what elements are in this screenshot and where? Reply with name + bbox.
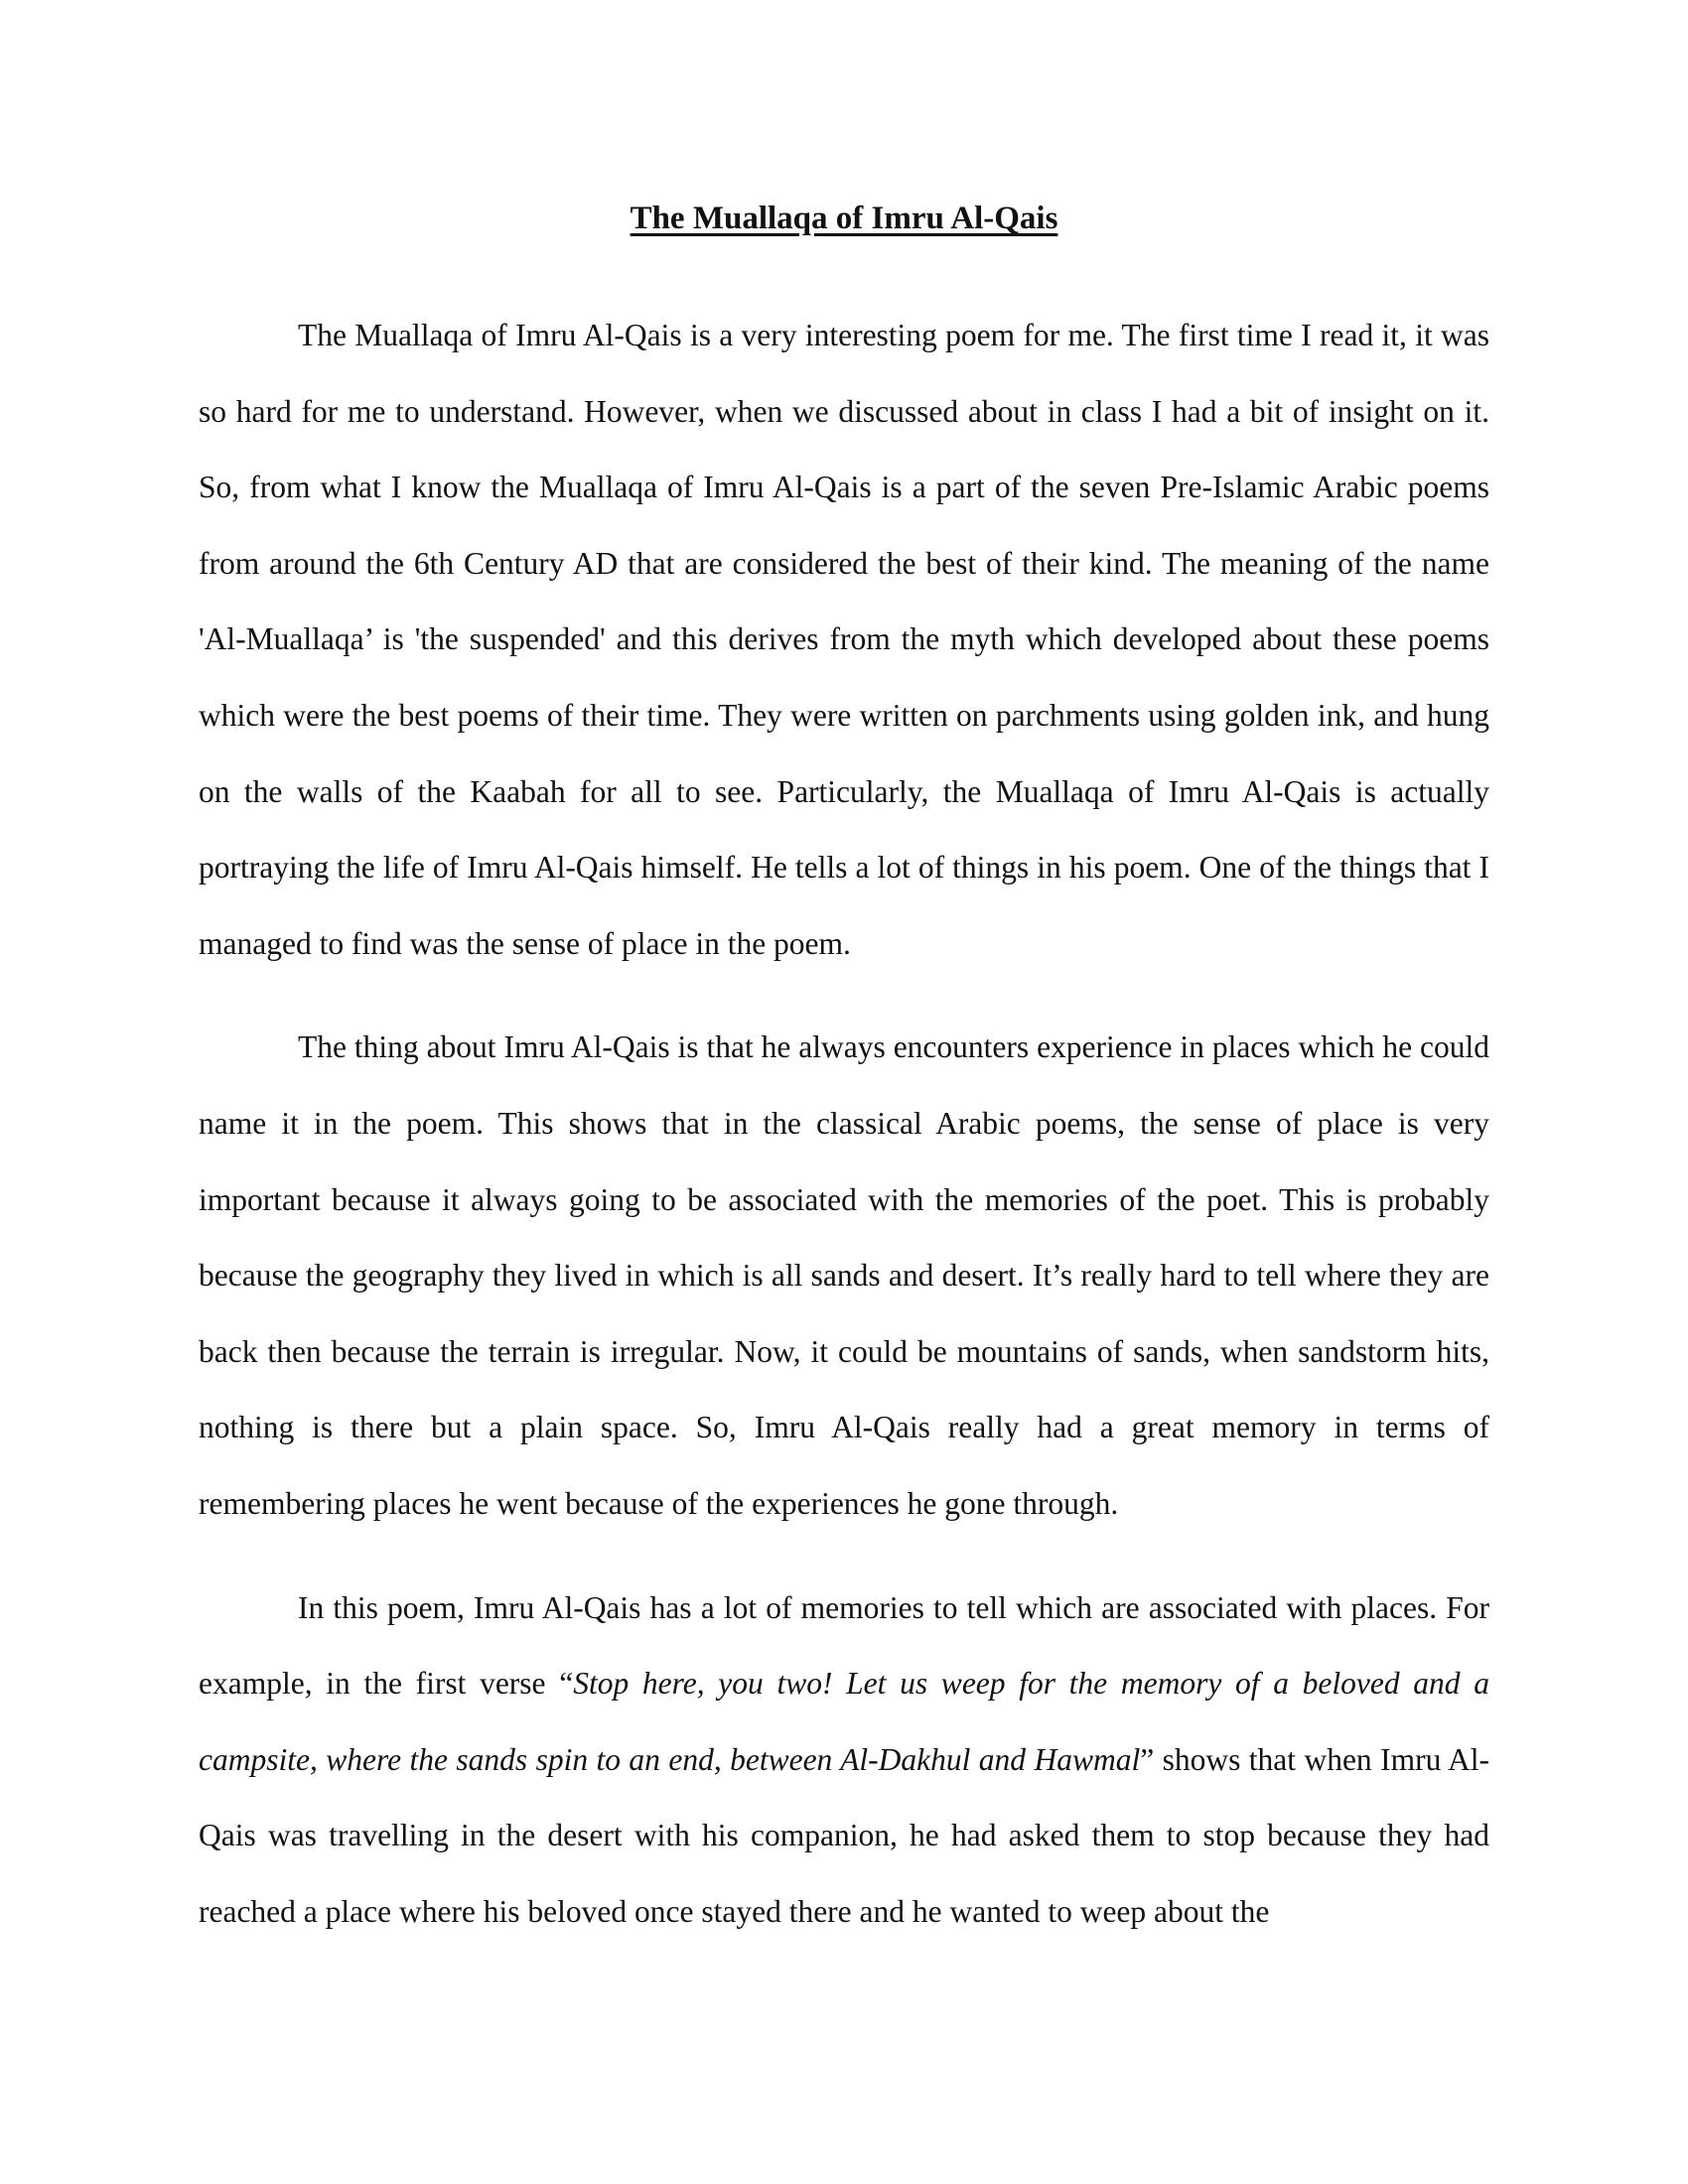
paragraph-2: The thing about Imru Al-Qais is that he always encounters experience in places which he could name it in the poem. This shows that in the classical Arabic poems, the sense of place is very important because it always going to be associated with the memories of the poet. This is probably because the geography they lived in which is all sands and desert. It’s really hard to tell where they are back then because the terrain is irregular. Now, it could be mountains of sands, when sandstorm hits, nothing is there but a plain space. So, Imru Al-Qais really had a great memory in terms of remembering places he went because of the experiences he gone through. — [199, 1029, 1489, 1521]
paragraph-1: The Muallaqa of Imru Al-Qais is a very interesting poem for me. The first time I read it, it was so hard for me to understand. However, when we discussed about in class I had a bit of insight on it. So, from what I know the Muallaqa of Imru Al-Qais is a part of the seven Pre-Islamic Arabic poems from around the 6th Century AD that are considered the best of their kind. The meaning of the name 'Al-Muallaqa’ is 'the suspended' and this derives from the myth which developed about these poems which were the best poems of their time. They were written on parchments using golden ink, and hung on the walls of the Kaabah for all to see. Particularly, the Muallaqa of Imru Al-Qais is actually portraying the life of Imru Al-Qais himself. He tells a lot of things in his poem. One of the things that I managed to find was the sense of place in the poem. — [199, 318, 1489, 961]
paragraph-3-continuation: ” shows that when Imru Al-Qais was travelling in the desert with his companion, he had asked them to stop because they had reached a place where his beloved once stayed there and he wanted to weep about the — [199, 1741, 1489, 1929]
document-title: The Muallaqa of Imru Al-Qais — [630, 201, 1058, 236]
document-body — [199, 298, 1489, 1950]
poem-quote: Stop here, you two! Let us weep for the memory of a beloved and a campsite, where the sands spin to an end, between Al-Dakhul and Hawmal — [199, 1666, 1489, 1777]
paragraph-3 — [199, 1570, 1489, 1951]
paragraph-3-intro: In this poem, Imru Al-Qais has a lot of memories to tell which are associated with places. For example, in the first verse “ — [199, 1589, 1489, 1702]
